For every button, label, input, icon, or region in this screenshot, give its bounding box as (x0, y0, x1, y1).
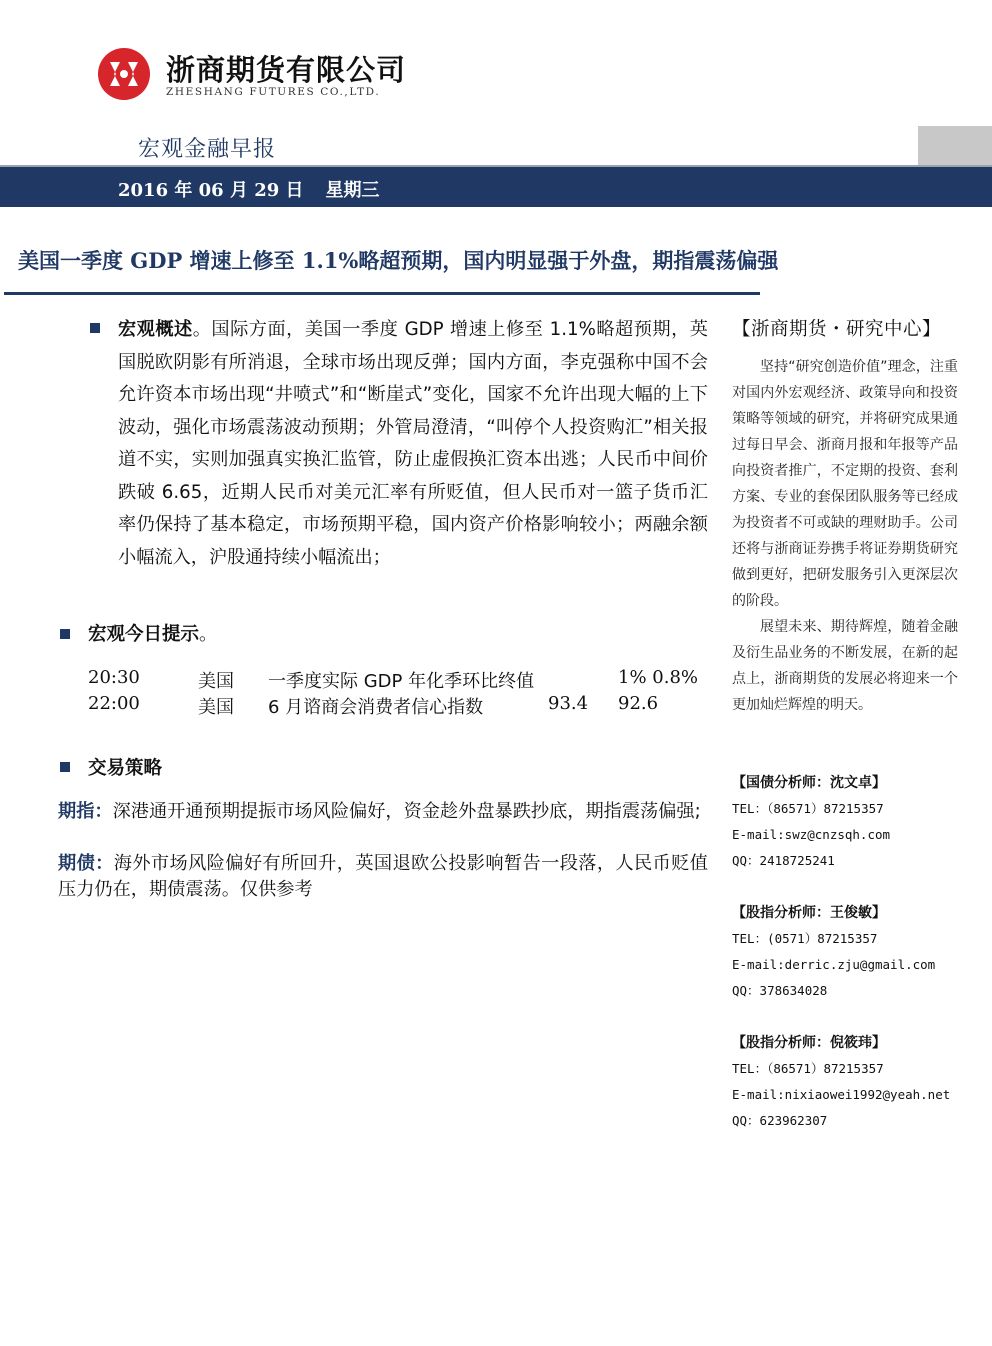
sidebar-outlook: 展望未来、期待辉煌，随着金融及衍生品业务的不断发展，在新的起点上，浙商期货的发展必将迎来一个更加灿烂辉煌的明天。 (732, 619, 958, 713)
strategy-label: 期债： (58, 853, 114, 874)
square-bullet-icon (90, 323, 100, 333)
event-time: 20:30 (88, 667, 140, 688)
event-name: 一季度实际 GDP 年化季环比终值 (268, 671, 535, 692)
analyst-name: 【股指分析师：王俊敏】 (732, 905, 886, 921)
headline: 美国一季度 GDP 增速上修至 1.1%略超预期，国内明显强于外盘，期指震荡偏强 (18, 248, 779, 273)
strategy-bond-futures (58, 851, 708, 903)
analyst-tel: TEL：(0571）87215357 (732, 931, 878, 946)
sidebar-heading: 【浙商期货・研究中心】 (732, 319, 942, 340)
company-logo-icon (96, 46, 152, 102)
company-name-cn: 浙商期货有限公司 (166, 53, 407, 87)
strategy-index-futures (58, 799, 708, 825)
headline-rule (4, 292, 760, 295)
square-bullet-icon (60, 762, 70, 772)
report-type-title: 宏观金融早报 (138, 137, 277, 162)
strategy-label: 期指： (58, 801, 113, 822)
overview-text: 。国际方面，美国一季度 GDP 增速上修至 1.1%略超预期，英国脱欧阴影有所消退，全球市场出现反弹；国内方面，李克强称中国不会允许资本市场出现“井喷式”和“断崖式”变化，国家不允许出现大幅的上下波动，强化市场震荡波动预期；外管局澄清，“叫停个人投资购汇”相关报道不实，实则加强真实换汇监管，防止虚假换汇资本出逃；人民币中间价跌破 6.65，近期人民币对美元汇率有所贬值，但人民币对一篮子货币汇率仍保持了基本稳定，市场预期平稳，国内资产价格影响较小；两融余额小幅流入，沪股通持续小幅流出； (118, 319, 708, 568)
analyst-card (732, 770, 982, 874)
analyst-email[interactable]: E-mail:derric.zju@gmail.com (732, 957, 936, 972)
overview-label: 宏观概述 (118, 319, 193, 340)
analyst-tel: TEL：（86571）87215357 (732, 1061, 884, 1076)
sidebar-intro: 坚持“研究创造价值”理念，注重对国内外宏观经济、政策导向和投资策略等领域的研究，并将研究成果通过每日早会、浙商月报和年报等产品向投资者推广，不定期的投资、套利方案、专业的套保团队服务等已经成为投资者不可或缺的理财助手。公司还将与浙商证券携手将证券期货研究做到更好，把研发服务引入更深层次的阶段。 (732, 359, 958, 609)
macro-overview (118, 314, 708, 574)
analyst-name: 【国债分析师：沈文卓】 (732, 775, 886, 791)
event-previous: 93.4 (548, 693, 589, 714)
tips-title: 宏观今日提示。 (88, 624, 218, 645)
header-gray-tab (918, 126, 992, 166)
analyst-qq: QQ：623962307 (732, 1113, 828, 1128)
analyst-card (732, 900, 982, 1004)
square-bullet-icon (60, 629, 70, 639)
event-name: 6 月谘商会消费者信心指数 (268, 697, 484, 718)
event-values: 1% 0.8% (618, 667, 699, 688)
analyst-name: 【股指分析师：倪筱玮】 (732, 1035, 886, 1051)
strategy-title: 交易策略 (88, 758, 163, 779)
report-date (118, 176, 402, 202)
analyst-email[interactable]: E-mail:swz@cnzsqh.com (732, 827, 891, 842)
strategy-text: 深港通开通预期提振市场风险偏好，资金趁外盘暴跌抄底，期指震荡偏强; (112, 801, 701, 822)
calendar-row (88, 693, 708, 719)
analyst-qq: QQ：378634028 (732, 983, 828, 998)
weekday-value: 星期三 (325, 180, 380, 201)
analyst-card (732, 1030, 982, 1134)
analyst-tel: TEL：（86571）87215357 (732, 801, 884, 816)
analyst-qq: QQ：2418725241 (732, 853, 835, 868)
date-value: 2016 年 06 月 29 日 (118, 180, 304, 201)
event-country: 美国 (198, 671, 234, 692)
event-country: 美国 (198, 697, 234, 718)
event-forecast: 92.6 (618, 693, 659, 714)
analyst-email[interactable]: E-mail:nixiaowei1992@yeah.net (732, 1087, 951, 1102)
company-name-en: ZHESHANG FUTURES CO.,LTD. (166, 86, 381, 98)
event-time: 22:00 (88, 693, 140, 714)
calendar-row (88, 667, 708, 693)
strategy-text: 海外市场风险偏好有所回升，英国退欧公投影响暂告一段落，人民币贬值压力仍在，期债震荡。仅供参考 (58, 853, 708, 900)
